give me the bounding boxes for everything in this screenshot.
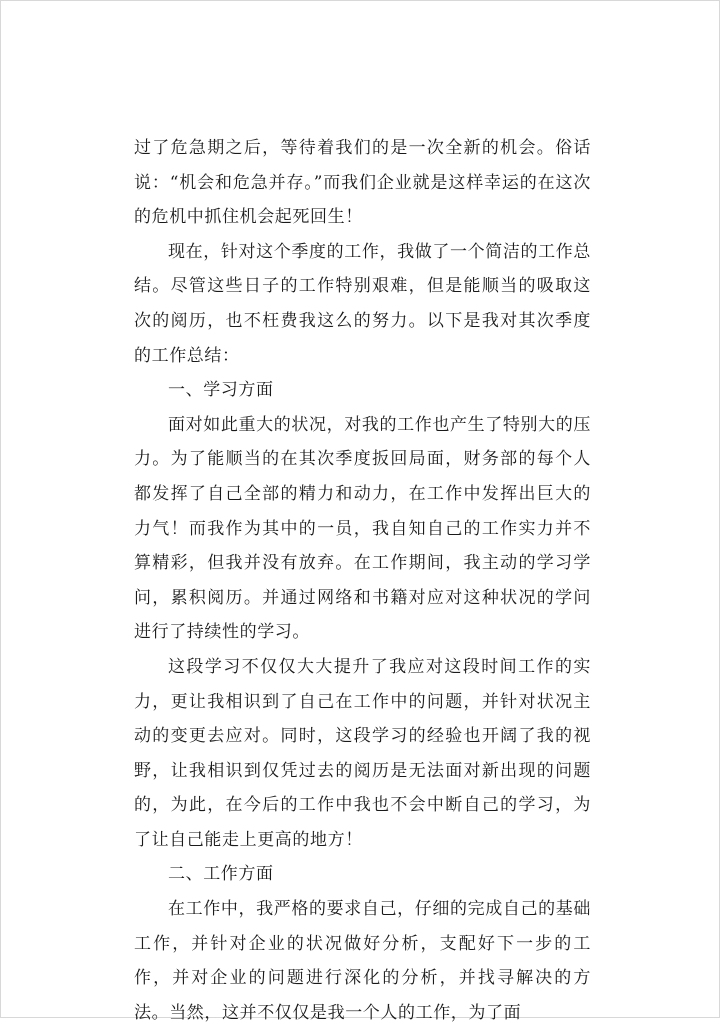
section-heading-work: 二、工作方面 [168, 864, 274, 885]
paragraph-study-pressure: 面对如此重大的状况，对我的工作也产生了特别大的压力。为了能顺当的在其次季度扳回局面，财务部的每个人都发挥了自己全部的精力和动力，在工作中发挥出巨大的力气！而我作为其中的一员，我自知自己的工作实力并不算精彩，但我并没有放弃。在工作期间，我主动的学习学问，累积阅历。并通过网络和书籍对应对这种状况的学问进行了持续性的学习。 [134, 414, 591, 643]
paragraph-work-details: 在工作中，我严格的要求自己，仔细的完成自己的基础工作，并针对企业的状况做好分析，支配好下一步的工作，并对企业的问题进行深化的分析，并找寻解决的方法。当然，这并不仅仅是我一个人的工作，为了面 [134, 899, 591, 1023]
paragraph-quarter-summary-intro: 现在，针对这个季度的工作，我做了一个简洁的工作总结。尽管这些日子的工作特别艰难，但是能顺当的吸取这次的阅历，也不枉费我这么的努力。以下是我对其次季度的工作总结： [134, 241, 591, 366]
paragraph-continuation: 过了危急期之后，等待着我们的是一次全新的机会。俗话说：“机会和危急并存。”而我们企业就是这样幸运的在这次的危机中抓住机会起死回生！ [134, 138, 591, 228]
document-body [134, 131, 591, 1030]
section-heading-study: 一、学习方面 [168, 380, 274, 401]
paragraph-study-improvement: 这段学习不仅仅大大提升了我应对这段时间工作的实力，更让我相识到了自己在工作中的问题，并针对状况主动的变更去应对。同时，这段学习的经验也开阔了我的视野，让我相识到仅凭过去的阅历是无法面对新出现的问题的，为此，在今后的工作中我也不会中断自己的学习，为了让自己能走上更高的地方！ [134, 656, 591, 850]
